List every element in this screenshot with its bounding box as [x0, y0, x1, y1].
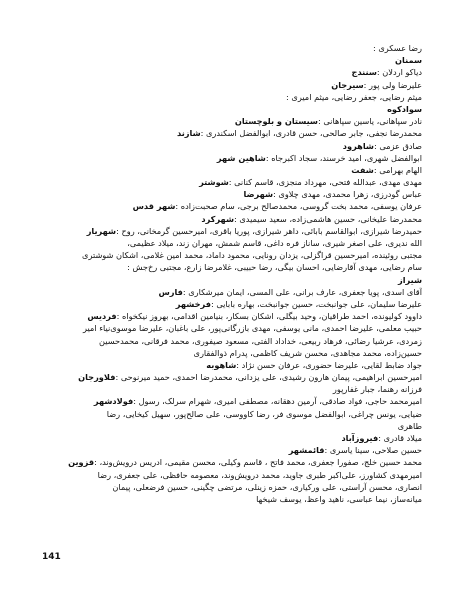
city-name: شاهرود — [342, 140, 374, 151]
names-text: عرفان یوسفی، محمد بخت گروسی، محمدصالح برجی، سام صحبت‌زاده : — [175, 201, 422, 212]
text-line — [48, 298, 422, 310]
city-name: قزوین — [68, 457, 95, 468]
city-name: شهرضا — [243, 189, 274, 200]
city-name: سوادکوه — [387, 103, 422, 114]
text-line — [48, 286, 422, 298]
text-line — [48, 66, 422, 78]
names-text: الهام بهرامی : — [373, 164, 422, 175]
city-name: شیراز — [397, 274, 422, 285]
names-text: انصاری، محسن آراستی، علی ورکیاری، حمزه زینلی، مرتضی چگینی، حسین فرضعلی، پیمان — [112, 481, 422, 492]
names-text: صادق عزمی : — [373, 140, 422, 151]
names-text: طاهری — [397, 420, 422, 431]
text-line — [48, 310, 422, 322]
text-line — [48, 469, 422, 481]
text-line — [48, 371, 422, 383]
city-name: شهر قدس — [132, 201, 176, 212]
text-line — [48, 54, 422, 66]
names-text: میانه‌ساز، نیما عباسی، ناهید واعظ، یوسف شیخها — [256, 493, 422, 504]
names-text: زمردی، عرشیا رضائی، فرهاد ربیعی، خداداد الفتی، مسعود صیفوری، محمد فرقانی، محمدحسین — [99, 335, 422, 346]
city-name: فارس — [158, 286, 183, 297]
names-text: آقای اسدی، پویا جعفری، عارف برانی، علی المسی، ایمان میرشکاری : — [182, 286, 422, 297]
names-text: ضیایی، یونس چراغی، ابوالفضل موسوی فر، رضا کاووسی، علی صالح‌پور، سهیل کیخایی، رضا — [106, 408, 422, 419]
city-name: فردیس — [87, 311, 117, 322]
names-text: داوود کولیونده، احمد طراقیان، وحید بیگلی، اشکان بسکار، بنیامین اقدامی، بهروز نیکخواه : — [116, 311, 422, 322]
text-line — [48, 493, 422, 505]
city-name: سیرجان — [331, 79, 364, 90]
names-text: عباس گودرزی، زهرا محمدی، مهدی چلاوی : — [273, 189, 422, 200]
city-name: فلاورجان — [78, 372, 116, 383]
names-text: حسین‌زاده، محمد مجاهدی، محسن شریف کاظمی، پدرام ذوالفقاری — [193, 347, 422, 358]
names-text: میلاد قادری : — [378, 433, 422, 443]
text-line — [48, 213, 422, 225]
names-text: حسین صلاحی، سینا یاسری : — [324, 445, 422, 456]
names-text: میثم رضایی، جعفر رضایی، میثم امیری : — [286, 91, 422, 102]
city-name: سمنان — [395, 55, 422, 66]
text-line — [48, 481, 422, 493]
text-line — [48, 79, 422, 91]
city-name: شاهوبه — [206, 359, 237, 370]
text-line — [48, 115, 422, 127]
text-line — [48, 444, 422, 456]
city-name: شهریار — [86, 225, 117, 236]
names-text: سام رضایی، مهدی آقارضایی، احسان بیگی، رضا حبیبی، غلامرضا زارع، مجتبی رخ‌جش : — [127, 262, 422, 273]
city-name: فیروزآباد — [341, 433, 379, 443]
names-text: مجتبی روئینده، امیرحسین قراگزلی، یزدان رونایی، محمود داماد، محمد امین غلامی، اشکان شوشتری — [82, 250, 422, 261]
city-name: قائمشهر — [288, 445, 325, 456]
names-text: حبیب معلمی، علیرضا احمدی، مانی یوسفی، مهدی بازرگانی‌پور، علی باغبان، علیرضا موسوی‌نیاء امیر — [82, 323, 422, 334]
text-line — [48, 249, 422, 261]
names-text: فرزانه رهنما، جبار غفارپور — [332, 384, 422, 395]
text-line — [48, 261, 422, 273]
page-number: 141 — [42, 552, 61, 562]
text-line — [48, 176, 422, 188]
text-line — [48, 164, 422, 176]
names-text: محمدرضا علیخانی، حسین هاشمی‌زاده، سعید سیمیدی : — [234, 213, 422, 224]
text-line — [48, 91, 422, 103]
text-line — [48, 420, 422, 432]
city-name: شاهین شهر — [216, 152, 266, 163]
names-text: نادر سپاهانی، یاسین سپاهانی : — [317, 116, 422, 127]
city-name: سنندج — [351, 67, 377, 78]
text-line — [48, 335, 422, 347]
city-name: شوشتر — [199, 177, 229, 188]
text-line — [48, 42, 422, 54]
text-line — [48, 152, 422, 164]
text-line — [48, 383, 422, 395]
text-line — [48, 408, 422, 420]
names-text: ابوالفضل شهری، امید خرسند، سجاد اکبرجاه : — [265, 152, 422, 163]
names-text: مهدی مهدی، عبدالله فتحی، مهرداد منجزی، قاسم کنانی : — [228, 177, 422, 188]
names-text: امیرمحمد حاجی، فواد صادقی، آرمین دهقانه، مصطفی امیری، شهرام سرلک، رسول : — [133, 396, 422, 407]
names-text: علیرضا ولی پور : — [363, 79, 422, 90]
city-name: سیستان و بلوچستان — [234, 116, 318, 127]
city-name: شهرکرد — [201, 213, 234, 224]
names-text: علیرضا سلیمان، علی جوانبخت، حسین جوانبخت، بهاره بابایی : — [210, 298, 422, 309]
text-line — [48, 188, 422, 200]
text-line — [48, 200, 422, 212]
city-name: شفت — [351, 164, 374, 175]
text-line — [48, 347, 422, 359]
names-text: رضا عسکری : — [372, 43, 422, 53]
document-body — [48, 42, 422, 505]
names-text: دیاکو اردلان : — [376, 67, 422, 78]
text-line — [48, 140, 422, 152]
text-line — [48, 456, 422, 468]
names-text: امیرحسین ابراهیمی، پیمان هارون رشیدی، علی یزدانی، محمدرضا احمدی، حمید میرنوحی : — [115, 372, 422, 383]
text-line — [48, 127, 422, 139]
text-line — [48, 225, 422, 237]
names-text: امیرمهدی کشاورز، علی‌اکبر طبری جاوید، محمد درویش‌وند، معصومه حافظی، علی جعفری، رضا — [97, 469, 422, 480]
text-line — [48, 103, 422, 115]
names-text: محمد حسین خلج، صفورا جعفری، محمد فاتح ، قاسم وکیلی، محسن مقیمی، ادریس درویش‌وند، : — [94, 457, 422, 468]
text-line — [48, 237, 422, 249]
names-text: الله ندیری، علی اصغر شیری، ساناز فره داغی، قاسم شمش، مهران زند، میلاد عظیمی، — [127, 238, 422, 248]
text-line — [48, 395, 422, 407]
names-text: محمدرضا نجفی، جابر صالحی، حسن قادری، ابوالفضل اسکندری : — [200, 128, 422, 139]
names-text: جواد ضابط لقایی، علیرضا حضوری، عرفان حسن نژاد : — [236, 359, 422, 370]
city-name: فولادشهر — [93, 396, 134, 407]
text-line — [48, 322, 422, 334]
city-name: فرخشهر — [175, 298, 211, 309]
text-line — [48, 432, 422, 444]
text-line — [48, 359, 422, 371]
names-text: حمیدرضا شیرازی، ابوالقاسم بابائی، داهر شیرازی، پوریا باقری، امیرحسین گرمخانی، روح : — [116, 225, 422, 236]
city-name: شازند — [177, 128, 201, 139]
text-line — [48, 274, 422, 286]
